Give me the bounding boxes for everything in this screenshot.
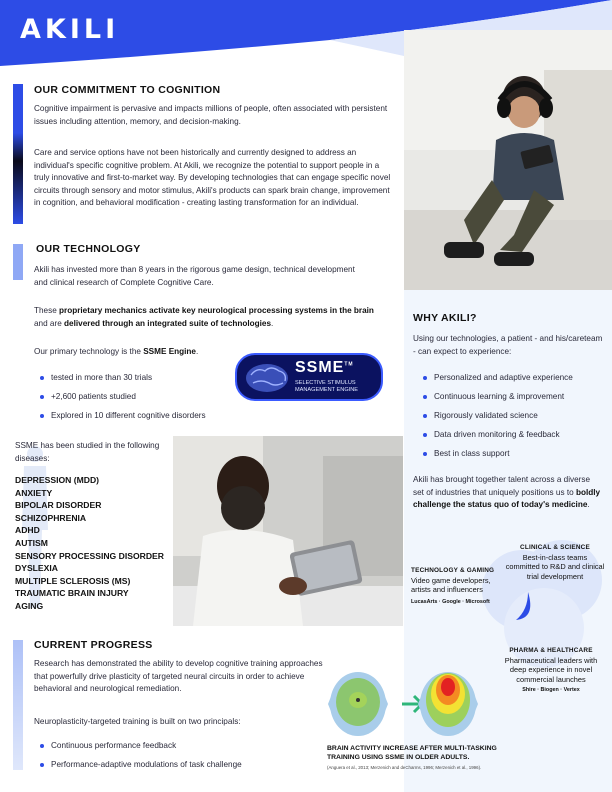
list-item: Continuous learning & improvement [423, 391, 608, 403]
brain-map-caption: BRAIN ACTIVITY INCREASE AFTER MULTI-TASKING TRAINING USING SSME IN OLDER ADULTS. [327, 745, 497, 761]
list-item: AUTISM [15, 537, 48, 548]
akili-logo: AKILI [20, 14, 120, 45]
why-akili-intro: Using our technologies, a patient - and his/careteam - can expect to experience: [413, 334, 603, 356]
commitment-paragraph: Cognitive impairment is pervasive and impacts millions of people, often associated with persistent issues including attention, memory, and decision-making. [34, 104, 388, 126]
list-item: tested in more than 30 trials [40, 372, 240, 384]
list-item: MULTIPLE SCLEROSIS (MS) [15, 575, 131, 586]
child-with-headphones-photo [404, 30, 612, 290]
list-item: SCHIZOPHRENIA [15, 512, 87, 523]
brain-heatmap-figure [328, 670, 478, 740]
venn-clinical-label: CLINICAL & SCIENCE Best-in-class teams committed to R&D and clinical trial development [505, 544, 605, 581]
technology-bullets [40, 372, 240, 429]
brain-after-map [418, 672, 478, 736]
list-item: Best in class support [423, 448, 608, 460]
list-item: ANXIETY [15, 487, 53, 498]
brain-icon [243, 361, 291, 395]
diseases-intro: SSME has been studied in the following diseases: [15, 441, 160, 463]
list-item: SENSORY PROCESSING DISORDER [15, 550, 164, 561]
brain-before-map [328, 672, 388, 736]
venn-technology-label: TECHNOLOGY & GAMING Video game developers, artists and influencers LucasArts · Google · Microsoft [411, 567, 495, 605]
list-item: Performance-adaptive modulations of task challenge [40, 759, 330, 771]
venn-pharma-label: PHARMA & HEALTHCARE Pharmaceutical leaders with deep experience in novel commercial launches Shire · Biogen · Vertex [504, 647, 598, 693]
list-item: +2,600 patients studied [40, 391, 240, 403]
progress-bullets [40, 740, 330, 778]
why-akili-closing: Akili has brought together talent across a diverse set of industries that uniquely positions us to boldly challenge the status quo of today's medicine. [413, 475, 601, 510]
technology-paragraph: Our primary technology is the SSME Engine. [34, 347, 199, 356]
ssme-badge-title: SSME™ [295, 359, 354, 376]
list-item: AGING [15, 600, 44, 611]
list-item: Data driven monitoring & feedback [423, 429, 608, 441]
commitment-heading: OUR COMMITMENT TO COGNITION [34, 84, 221, 96]
man-with-tablet-photo [173, 436, 403, 626]
accent-bar [13, 640, 23, 770]
technology-paragraph: Akili has invested more than 8 years in the rigorous game design, technical development and clinical research of Complete Cognitive Care. [34, 265, 355, 287]
technology-paragraph: These proprietary mechanics activate key neurological processing systems in the brain and are delivered through an integrated suite of technologies. [34, 306, 374, 328]
list-item: BIPOLAR DISORDER [15, 500, 102, 511]
brain-map-citation: (Anguera et al., 2013; Merzenich and deCharms, 1996; Merzenich et al., 1996). [327, 765, 482, 770]
commitment-paragraph: Care and service options have not been historically and currently designed to address an individual's specific cognitive problem. At Akili, we recognize the potential to support people in a truly innovative and first-to-market way. By developing technologies that can engage specific novel circuits through sensory and motor stimulus, Akili's products can spark brain change, improvement in cognition, and behavioral modification - creating lasting transformation for an individual. [34, 148, 391, 208]
list-item: ADHD [15, 525, 40, 536]
progress-heading: CURRENT PROGRESS [34, 639, 153, 651]
technology-heading: OUR TECHNOLOGY [36, 243, 141, 255]
why-akili-heading: WHY AKILI? [413, 312, 477, 324]
list-item: DYSLEXIA [15, 563, 58, 574]
accent-bar [13, 244, 23, 280]
ssme-badge-subtitle: SELECTIVE STIMULUS MANAGEMENT ENGINE [295, 380, 358, 393]
diseases-list [15, 474, 164, 613]
list-item: Personalized and adaptive experience [423, 372, 608, 384]
progress-paragraph: Neuroplasticity-targeted training is built on two principals: [34, 717, 241, 726]
list-item: Rigorously validated science [423, 410, 608, 422]
accent-bar [13, 84, 23, 224]
ssme-badge [235, 353, 383, 401]
list-item: Explored in 10 different cognitive disorders [40, 410, 240, 422]
progress-paragraph: Research has demonstrated the ability to develop cognitive training approaches that powerfully drive plasticity of targeted neural circuits in order to achieve behavioral and neurological remediation. [34, 659, 323, 694]
list-item: TRAUMATIC BRAIN INJURY [15, 588, 129, 599]
why-akili-bullets [423, 372, 608, 467]
list-item: DEPRESSION (MDD) [15, 475, 100, 485]
list-item: Continuous performance feedback [40, 740, 330, 752]
